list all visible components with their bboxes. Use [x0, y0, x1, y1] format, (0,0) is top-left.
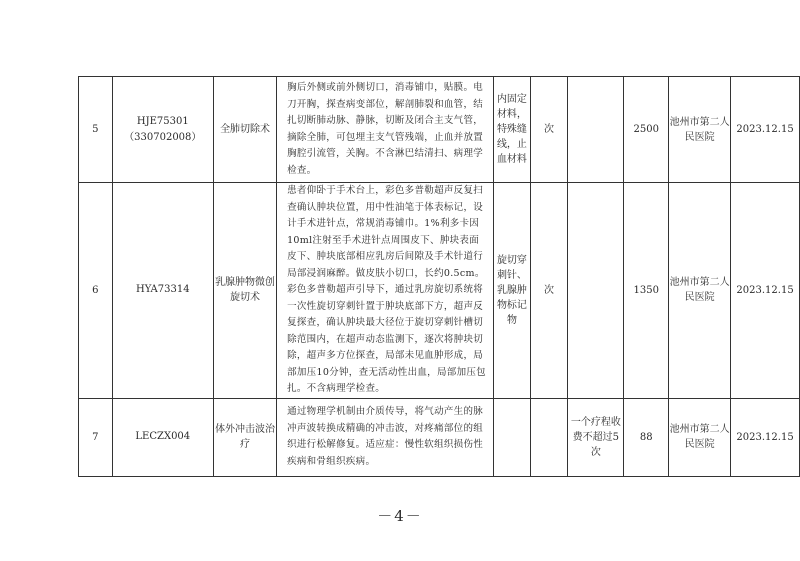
pricing-unit: 次 [530, 77, 568, 183]
item-code-main: HYA73314 [135, 284, 190, 296]
hospital: 池州市第二人民医院 [669, 183, 731, 399]
effective-date: 2023.12.15 [731, 398, 800, 476]
hospital: 池州市第二人民医院 [669, 77, 731, 183]
excluded-items [494, 398, 531, 476]
pricing-note [568, 77, 624, 183]
item-code-sub: （330702008） [124, 131, 202, 143]
page-number: －4－ [377, 507, 423, 525]
price: 2500 [624, 77, 669, 183]
pricing-unit [530, 398, 568, 476]
fee-table [78, 76, 800, 477]
pricing-note: 一个疗程收费不超过5次 [568, 398, 624, 476]
item-code [112, 77, 214, 183]
table-row [79, 77, 800, 183]
hospital: 池州市第二人民医院 [669, 398, 731, 476]
table-row [79, 398, 800, 476]
price: 1350 [624, 183, 669, 399]
item-code [112, 398, 214, 476]
item-description: 通过物理学机制由介质传导，将气动产生的脉冲声波转换成精确的冲击波，对疼痛部位的组织进行松解修复。适应症：慢性软组织损伤性疾病和骨组织疾病。 [277, 398, 494, 476]
item-name: 全肺切除术 [214, 77, 277, 183]
item-description: 胸后外侧或前外侧切口，消毒铺巾，贴膜。电刀开胸，探查病变部位，解剖肺裂和血管，结扎切断肺动脉、静脉，切断及闭合主支气管，摘除全肺，可包埋主支气管残端，止血并放置胸腔引流管，关胸。不含淋巴结清扫、病理学检查。 [277, 77, 494, 183]
item-description: 患者仰卧于手术台上，彩色多普勒超声反复扫查确认肿块位置，用中性油笔于体表标记，设计手术进针点，常规消毒铺巾。1%利多卡因10ml注射至手术进针点周围皮下、肿块表面皮下、肿块底部相应乳房后间隙及手术针道行局部浸润麻醉。做皮肤小切口，长约0.5cm。彩色多普勒超声引导下，通过乳房旋切系统将一次性旋切穿刺针置于肿块底部下方，超声反复探查，确认肿块最大径位于旋切穿刺针槽切除范围内，在超声动态监测下，逐次将肿块切除，超声多方位探查，局部未见血肿形成，局部加压10分钟，查无活动性出血，局部加压包扎。不含病理学检查。 [277, 183, 494, 399]
effective-date: 2023.12.15 [731, 183, 800, 399]
pricing-note [568, 183, 624, 399]
pricing-unit: 次 [530, 183, 568, 399]
table-row [79, 183, 800, 399]
excluded-items: 旋切穿刺针、乳腺肿物标记物 [494, 183, 531, 399]
price: 88 [624, 398, 669, 476]
row-index: 6 [79, 183, 113, 399]
item-code-main: HJE75301 [136, 115, 189, 127]
item-name: 乳腺肿物微创旋切术 [214, 183, 277, 399]
item-code-main: LECZX004 [135, 431, 191, 442]
item-name: 体外冲击波治疗 [214, 398, 277, 476]
row-index: 7 [79, 398, 113, 476]
effective-date: 2023.12.15 [731, 77, 800, 183]
item-code [112, 183, 214, 399]
row-index: 5 [79, 77, 113, 183]
excluded-items: 内固定材料，特殊缝线，止血材料 [494, 77, 531, 183]
